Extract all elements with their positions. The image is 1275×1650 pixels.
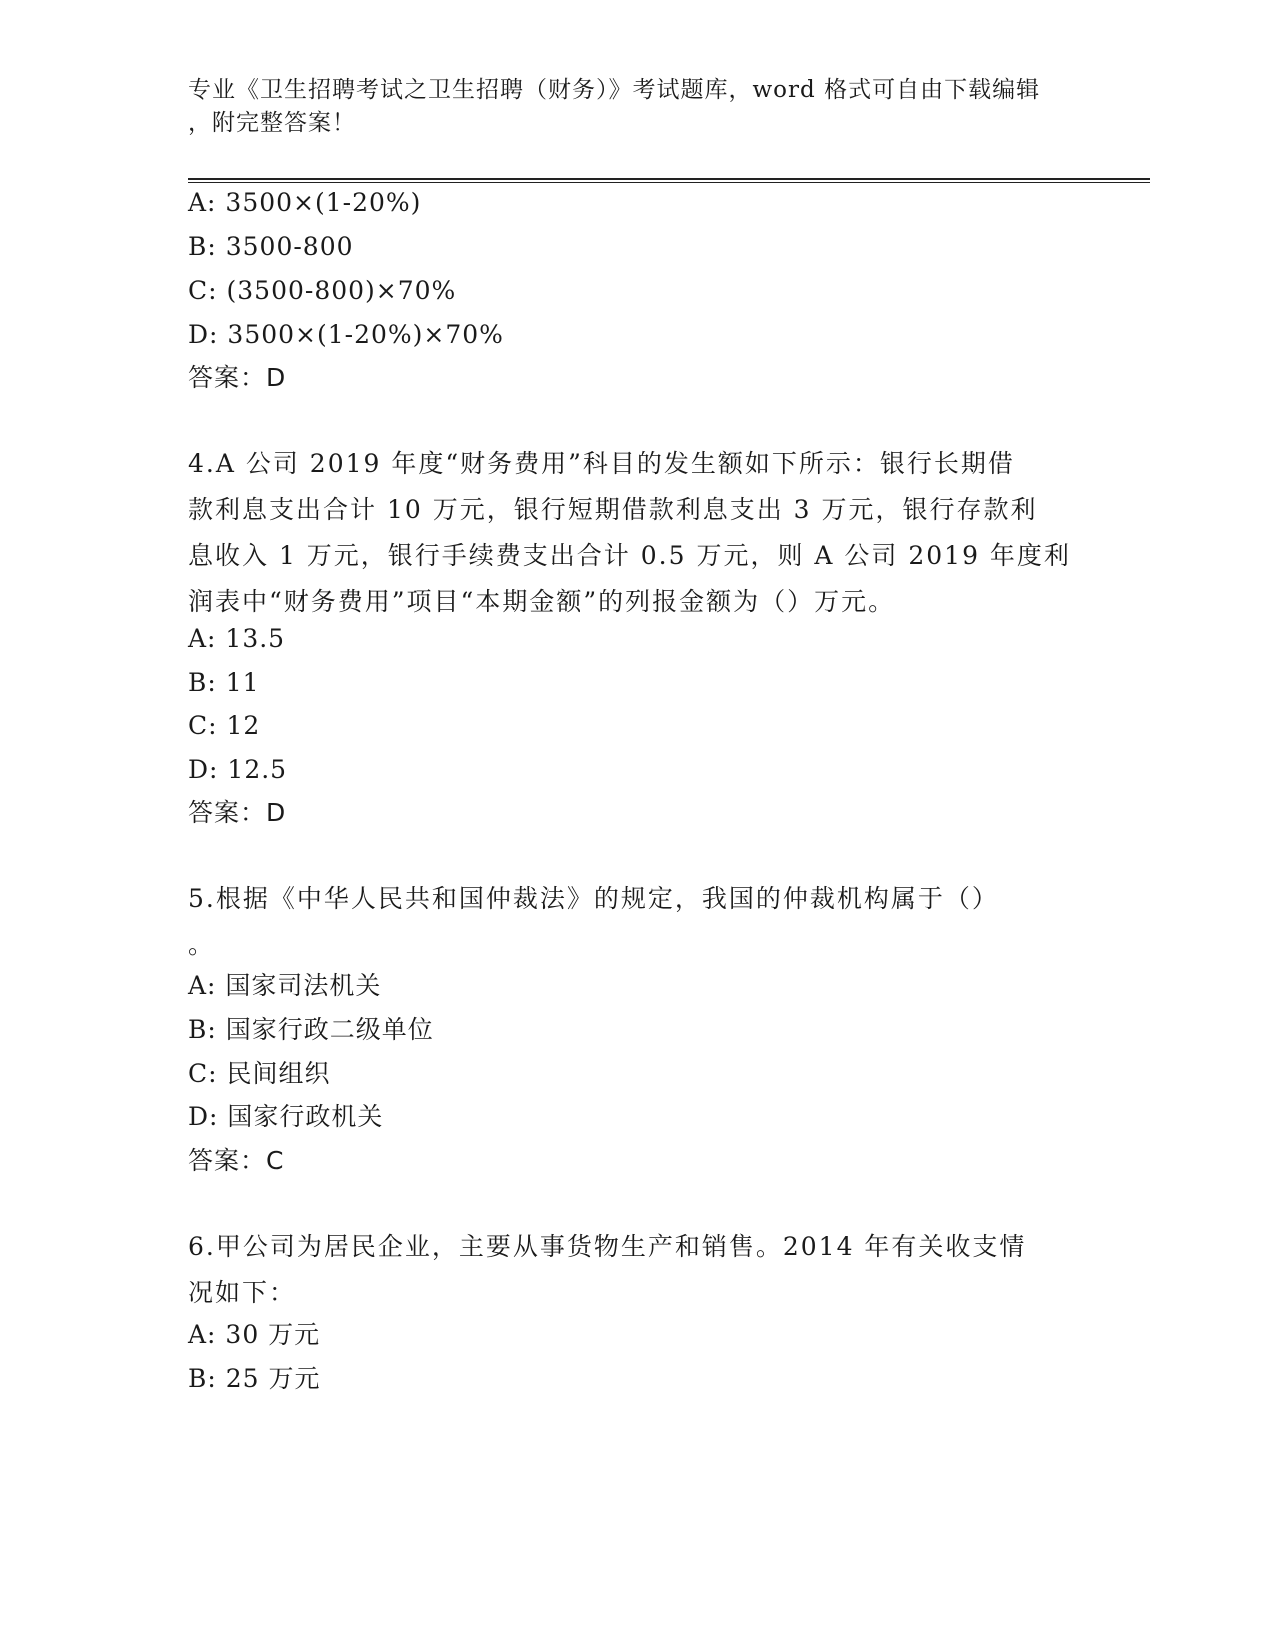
q3-option-a: A: 3500×(1-20%) <box>188 188 422 217</box>
q3-option-c: C: (3500-800)×70% <box>188 276 457 305</box>
q5-option-d: D: 国家行政机关 <box>188 1102 384 1131</box>
q4-line-2: 款利息支出合计 10 万元，银行短期借款利息支出 3 万元，银行存款利 <box>188 495 1038 524</box>
document-header <box>188 74 1068 140</box>
q6-question <box>188 1224 1078 1316</box>
q5-line-2: 。 <box>188 930 216 959</box>
q4-option-b: B: 11 <box>188 668 260 697</box>
q6-line-1: 6.甲公司为居民企业，主要从事货物生产和销售。2014 年有关收支情 <box>188 1232 1027 1261</box>
q4-option-d: D: 12.5 <box>188 755 288 784</box>
header-divider-thick <box>188 178 1150 180</box>
header-line-1: 专业《卫生招聘考试之卫生招聘（财务）》考试题库，word 格式可自由下载编辑 <box>188 77 1041 103</box>
header-line-2: ，附完整答案！ <box>188 110 356 136</box>
q4-option-c: C: 12 <box>188 711 261 740</box>
q4-line-3: 息收入 1 万元，银行手续费支出合计 0.5 万元，则 A 公司 2019 年度利 <box>188 541 1071 570</box>
q3-answer: 答案：D <box>188 363 287 392</box>
q6-line-2: 况如下： <box>188 1278 297 1307</box>
q5-answer: 答案：C <box>188 1146 285 1175</box>
q4-option-a: A: 13.5 <box>188 624 286 653</box>
q5-question <box>188 876 1078 968</box>
q5-option-b: B: 国家行政二级单位 <box>188 1015 434 1044</box>
q6-option-b: B: 25 万元 <box>188 1364 321 1393</box>
header-divider-thin <box>188 182 1150 183</box>
q5-line-1: 5.根据《中华人民共和国仲裁法》的规定，我国的仲裁机构属于（） <box>188 884 999 913</box>
q4-question <box>188 441 1078 625</box>
q4-answer: 答案：D <box>188 798 287 827</box>
q5-option-c: C: 民间组织 <box>188 1059 331 1088</box>
q3-option-b: B: 3500-800 <box>188 232 354 261</box>
q3-option-d: D: 3500×(1-20%)×70% <box>188 320 504 349</box>
q4-line-1: 4.A 公司 2019 年度“财务费用”科目的发生额如下所示：银行长期借 <box>188 449 1015 478</box>
q5-option-a: A: 国家司法机关 <box>188 971 382 1000</box>
q4-line-4: 润表中“财务费用”项目“本期金额”的列报金额为（）万元。 <box>188 587 896 616</box>
q6-option-a: A: 30 万元 <box>188 1320 321 1349</box>
